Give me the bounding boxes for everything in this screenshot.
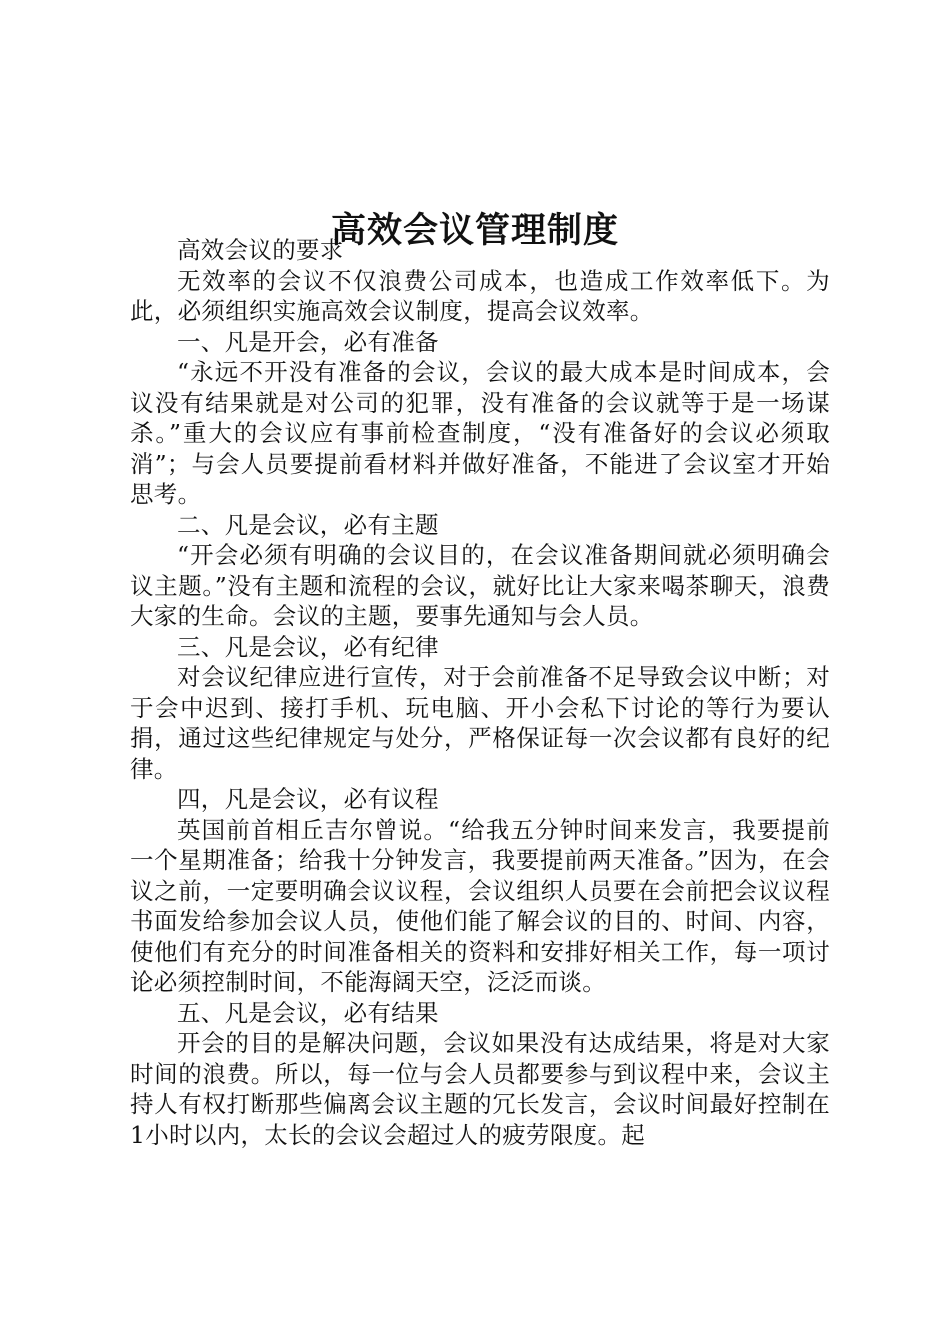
section-5-heading: 五、凡是会议，必有结果 (177, 998, 439, 1027)
document-body (130, 235, 830, 1150)
intro-paragraph: 无效率的会议不仅浪费公司成本，也造成工作效率低下。为此，必须组织实施高效会议制度，提高会议效率。 (130, 266, 830, 325)
section-4-paragraph: 英国前首相丘吉尔曾说。“给我五分钟时间来发言，我要提前一个星期准备；给我十分钟发言，我要提前两天准备。”因为，在会议之前，一定要明确会议议程，会议组织人员要在会前把会议议程书面发给参加会议人员，使他们能了解会议的目的、时间、内容，使他们有充分的时间准备相关的资料和安排好相关工作，每一项讨论必须控制时间，不能海阔天空，泛泛而谈。 (130, 815, 830, 996)
section-2-heading: 二、凡是会议，必有主题 (177, 510, 439, 539)
section-1-paragraph: “永远不开没有准备的会议，会议的最大成本是时间成本，会议没有结果就是对公司的犯罪，没有准备的会议就等于是一场谋杀。”重大的会议应有事前检查制度，“没有准备好的会议必须取消”；与会人员要提前看材料并做好准备，不能进了会议室才开始思考。 (130, 358, 830, 508)
section-4-heading: 四，凡是会议，必有议程 (177, 785, 439, 813)
intro-heading: 高效会议的要求 (177, 236, 344, 264)
document-title: 高效会议管理制度 (330, 210, 619, 252)
section-1-heading: 一、凡是开会，必有准备 (177, 327, 439, 356)
section-2-paragraph: “开会必须有明确的会议目的，在会议准备期间就必须明确会议主题。”没有主题和流程的会议，就好比让大家来喝茶聊天，浪费大家的生命。会议的主题，要事先通知与会人员。 (130, 541, 830, 630)
section-3-paragraph: 对会议纪律应进行宣传，对于会前准备不足导致会议中断；对于会中迟到、接打手机、玩电脑、开小会私下讨论的等行为要认捐，通过这些纪律规定与处分，严格保证每一次会议都有良好的纪律。 (130, 663, 830, 783)
section-5-paragraph: 开会的目的是解决问题，会议如果没有达成结果，将是对大家时间的浪费。所以，每一位与会人员都要参与到议程中来，会议主持人有权打断那些偏离会议主题的冗长发言，会议时间最好控制在1小时以内，太长的会议会超过人的疲劳限度。起 (130, 1029, 830, 1149)
section-3-heading: 三、凡是会议，必有纪律 (177, 632, 439, 661)
